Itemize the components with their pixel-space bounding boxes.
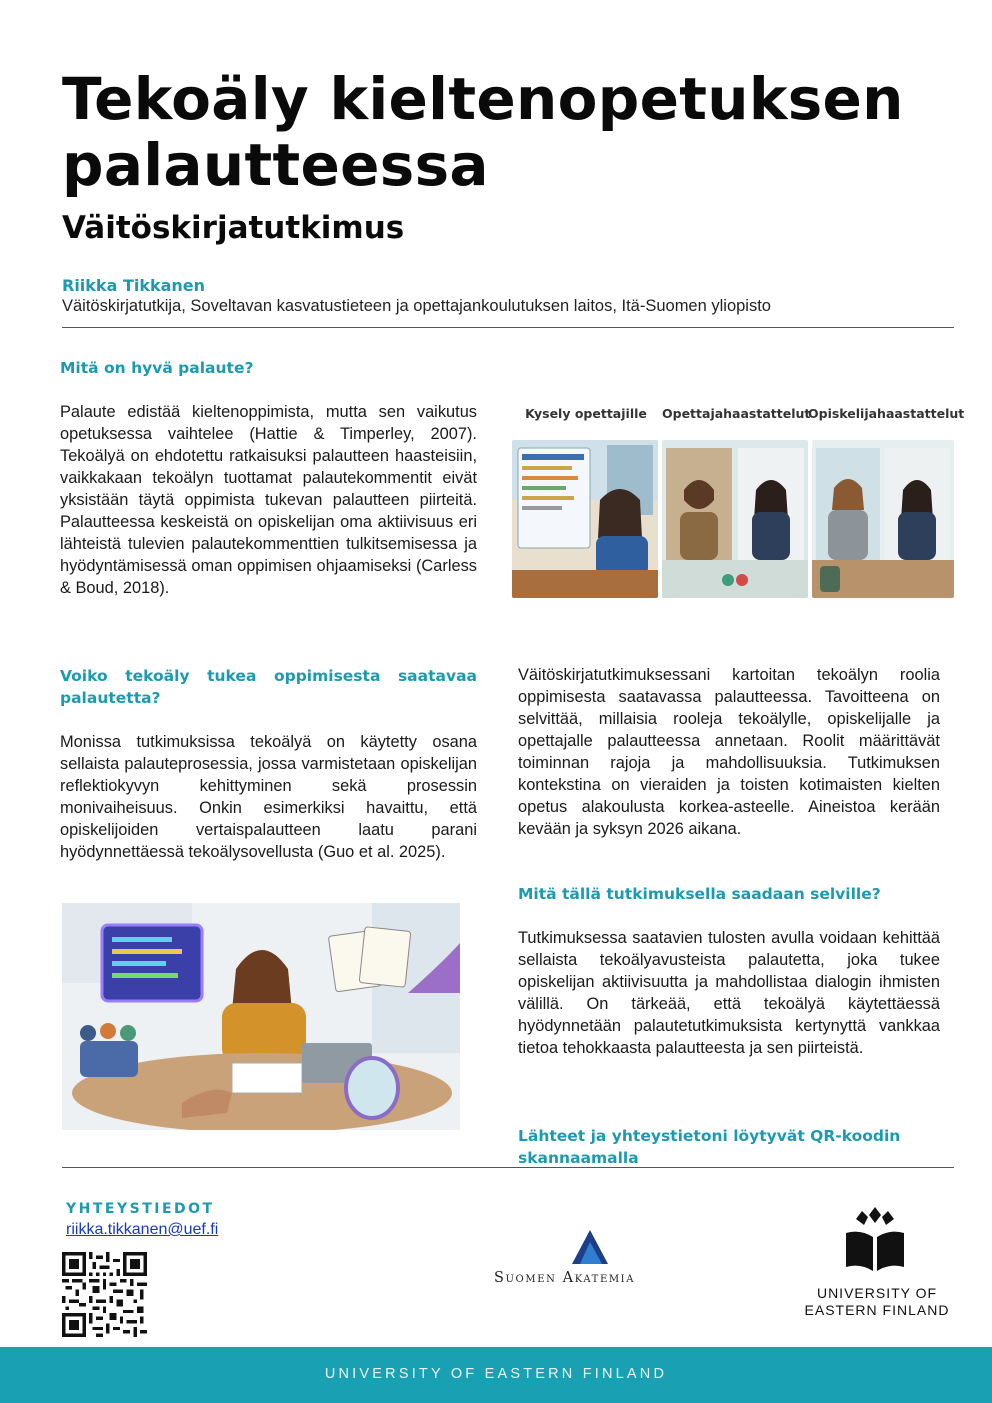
header-divider: [62, 327, 954, 328]
author-name: Riikka Tikkanen: [62, 276, 206, 295]
paragraph-research-aim: Väitöskirjatutkimuksessani kartoitan tekoälyn roolia oppimisesta saatavassa palautteessa. Tavoitteena on selvittää, millaisia rooleja tekoälylle, opiskelijalle ja opettajalle palautteessa annetaan. Roolit määrittävät toiminnan rajoja ja mahdollisuuksia. Tutkimuksen kontekstina on vieraiden ja toisten kotimaisten kielten opetus alakoulusta korkea-asteelle. Aineistoa kerään kevään ja syksyn 2026 aikana.: [518, 666, 940, 838]
suomen-akatemia-wordmark: Suomen Akatemia: [494, 1270, 636, 1286]
email-link[interactable]: riikka.tikkanen@uef.fi: [66, 1221, 219, 1238]
contact-label: YHTEYSTIEDOT: [66, 1201, 215, 1217]
uef-wordmark: [798, 1285, 956, 1319]
paragraph-findings: Tutkimuksessa saatavien tulosten avulla voidaan kehittää sellaista tekoälyavusteista palautetta, joka tukee opiskelijan aktiivisuutta ja mahdollistaa dialogin ihmisten välillä. On tärkeää, että tekoälyä käytettäessä hyödynnetään palautetutkimuksista kertynyttä vankkaa tietoa tehokkaasta palautteesta ja sen piirteistä.: [518, 929, 940, 1057]
ai-feedback-illustration: [62, 903, 460, 1130]
qr-code[interactable]: [62, 1252, 147, 1337]
paragraph-good-feedback: Palaute edistää kieltenoppimista, mutta sen vaikutus opetuksessa vaihtelee (Hattie & Timperley, 2007). Tekoälyä on ehdotettu ratkaisuksi palautteen haasteisiin, vaikkakaan tekoälyn tuottamat palautekommentit eivät yksistään täytä oppimista tukevan palautteen piirteitä. Palautteessa keskeistä on opiskelijan oma aktiivisuus eri lähteistä tulevien palautekommenttien tulkitsemisessa ja hyödyntämisessä oman oppimisen ohjaamiseksi (Carless & Boud, 2018).: [60, 403, 477, 597]
footer-divider: [62, 1167, 954, 1168]
page-title: Tekoäly kieltenopetuksen palautteessa: [62, 65, 904, 199]
heading-ai-support: Voiko tekoäly tukea oppimisesta saatavaa palautetta?: [60, 667, 477, 707]
panel-label-teacher-interviews: Opettajahaastattelut: [662, 406, 811, 421]
panel-label-student-interviews: Opiskelijahaastattelut: [808, 406, 965, 421]
heading-findings: Mitä tällä tutkimuksella saadaan selville?: [518, 885, 881, 903]
uef-logo-icon: [842, 1203, 908, 1275]
author-affiliation: Väitöskirjatutkija, Soveltavan kasvatustieteen ja opettajankoulutuksen laitos, Itä-Suomen yliopisto: [62, 297, 771, 315]
uef-wordmark-line1: UNIVERSITY OF: [816, 1285, 938, 1301]
uef-wordmark-line2: EASTERN FINLAND: [804, 1302, 950, 1318]
teacher-interview-panel-image: [662, 440, 808, 598]
panel-label-survey: Kysely opettajille: [525, 406, 647, 421]
heading-good-feedback: Mitä on hyvä palaute?: [60, 359, 254, 377]
research-methods-illustration: [512, 406, 965, 600]
page-subtitle: Väitöskirjatutkimus: [62, 210, 405, 246]
footer-text: UNIVERSITY OF EASTERN FINLAND: [324, 1366, 668, 1382]
survey-panel-image: [512, 440, 658, 598]
student-interview-panel-image: [812, 440, 954, 598]
heading-qr-sources: Lähteet ja yhteystietoni löytyvät QR-koodin skannaamalla: [518, 1127, 901, 1167]
paragraph-ai-support: Monissa tutkimuksissa tekoälyä on käytetty osana sellaista palauteprosessia, jossa varmistetaan opiskelijan reflektiokyvyn kehittyminen sekä prosessin monivaiheisuus. Onkin esimerkiksi havaittu, että opiskelijoiden vertaispalautteen laatu parani hyödynnettäessä tekoälysovellusta (Guo et al. 2025).: [60, 733, 477, 861]
